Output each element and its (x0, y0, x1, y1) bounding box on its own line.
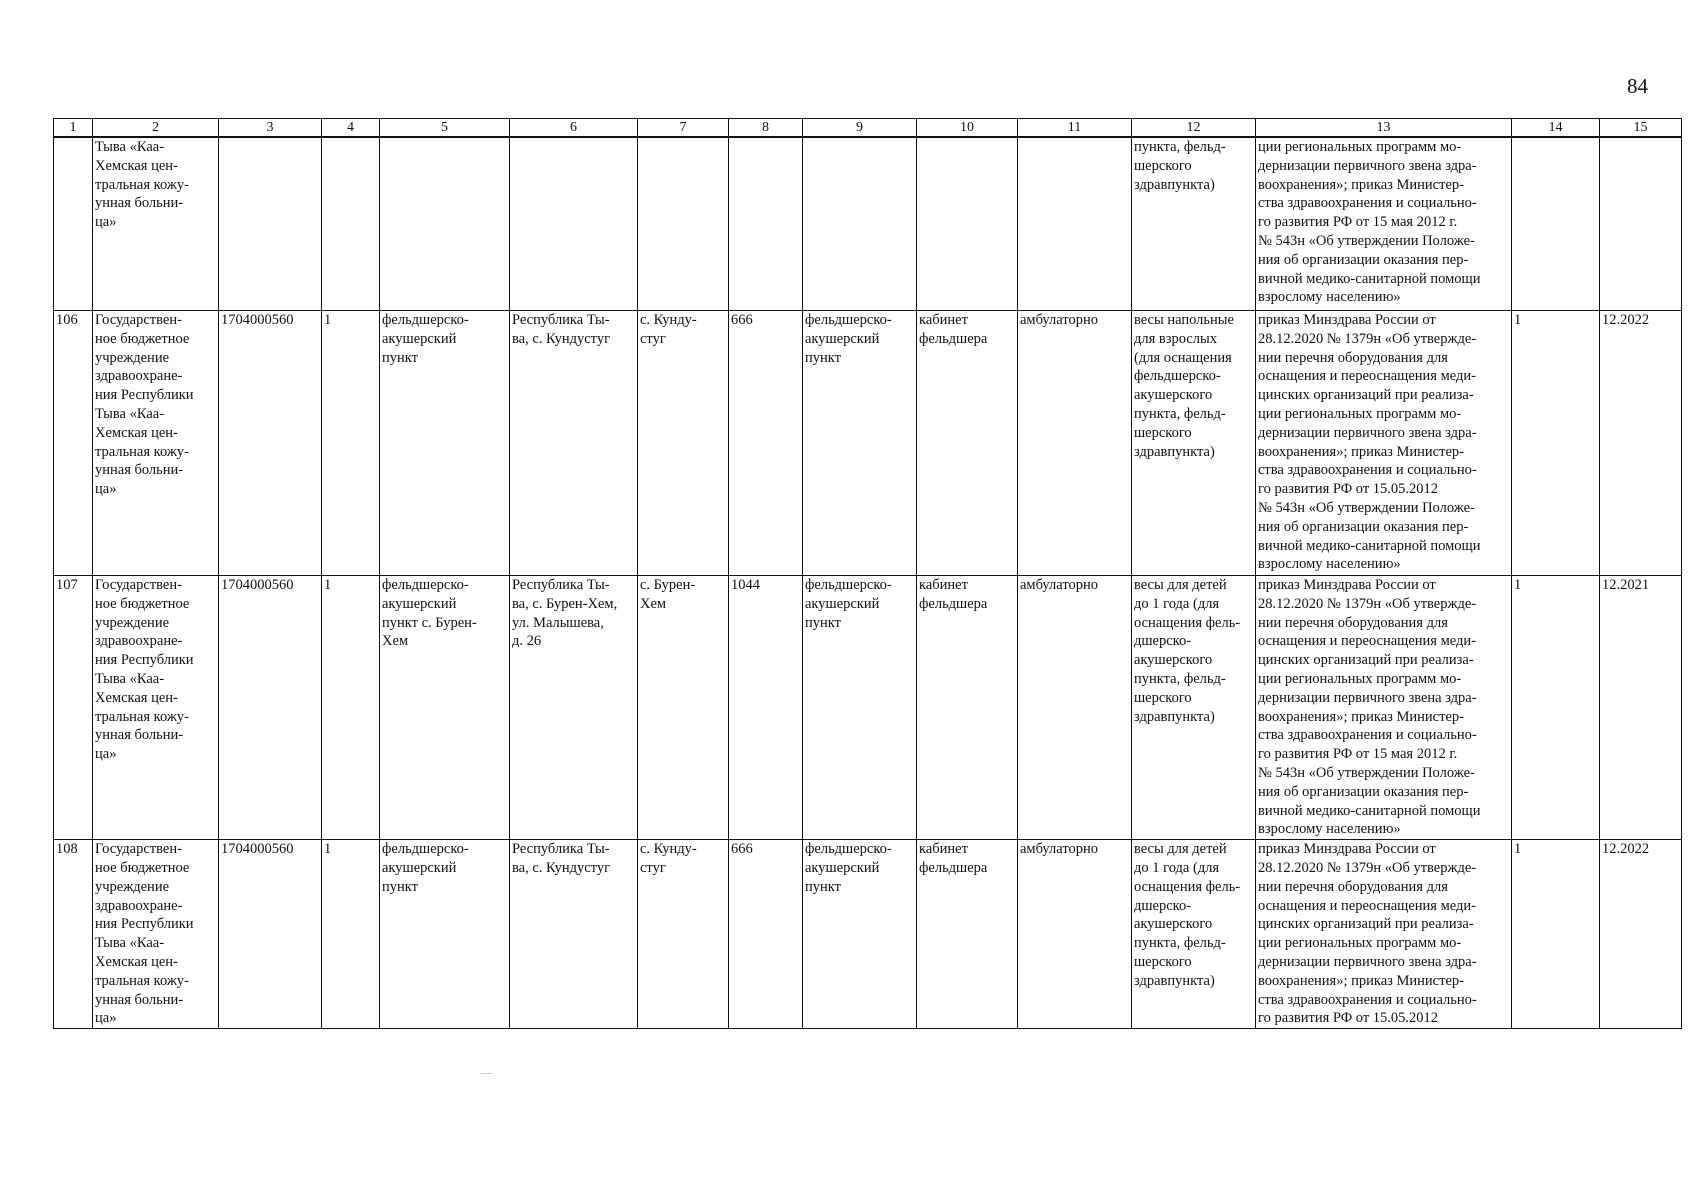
column-header: 11 (1018, 119, 1132, 138)
legal-basis-cell: ции региональных программ мо- дернизации первичного звена здра- воохранения»; приказ Министер- ства здравоохранения и социально- го развития РФ от 15 мая 2012 г. № 543н «Об утверждении Положе- ния об организации оказания пер- вичной медико-санитарной помощи взрослому населению» (1256, 137, 1512, 311)
column-header: 14 (1512, 119, 1600, 138)
cabinet-cell: кабинет фельдшера (917, 311, 1018, 576)
cabinet-cell: кабинет фельдшера (917, 840, 1018, 1029)
row-number-cell: 108 (54, 840, 93, 1029)
address-cell: Республика Ты- ва, с. Бурен-Хем, ул. Малышева, д. 26 (510, 576, 638, 840)
settlement-cell (638, 137, 729, 311)
unit-name-cell (380, 137, 510, 311)
subdivision-cell: фельдшерско- акушерский пункт (803, 311, 917, 576)
legal-basis-cell: приказ Минздрава России от 28.12.2020 № 1379н «Об утвержде- нии перечня оборудования для оснащения и переоснащения меди- цинских организаций при реализа- ции региональных программ мо- дернизации первичного звена здра- воохранения»; приказ Министер- ства здравоохранения и социально- го развития РФ от 15.05.2012 (1256, 840, 1512, 1029)
column-header: 9 (803, 119, 917, 138)
organization-cell: Государствен- ное бюджетное учреждение здравоохране- ния Республики Тыва «Каа- Хемская цен- тральная кожу- унная больни- ца» (93, 840, 219, 1029)
population-cell: 1044 (729, 576, 803, 840)
column-header: 6 (510, 119, 638, 138)
settlement-cell: с. Бурен- Хем (638, 576, 729, 840)
column-header: 7 (638, 119, 729, 138)
organization-cell: Тыва «Каа- Хемская цен- тральная кожу- унная больни- ца» (93, 137, 219, 311)
subdivision-cell (803, 137, 917, 311)
legal-basis-cell: приказ Минздрава России от 28.12.2020 № 1379н «Об утвержде- нии перечня оборудования для оснащения и переоснащения меди- цинских организаций при реализа- ции региональных программ мо- дернизации первичного звена здра- воохранения»; приказ Министер- ства здравоохранения и социально- го развития РФ от 15 мая 2012 г. № 543н «Об утверждении Положе- ния об организации оказания пер- вичной медико-санитарной помощи взрослому населению» (1256, 576, 1512, 840)
column-header: 2 (93, 119, 219, 138)
column-number-header-row (54, 119, 1682, 138)
date-cell: 12.2022 (1600, 311, 1682, 576)
column-header: 13 (1256, 119, 1512, 138)
row-number-cell: 106 (54, 311, 93, 576)
column-header: 12 (1132, 119, 1256, 138)
population-cell: 666 (729, 840, 803, 1029)
equipment-register-table (53, 118, 1682, 1029)
equipment-cell: весы для детей до 1 года (для оснащения фель- дшерско- акушерского пункта, фельд- шерского здравпункта) (1132, 840, 1256, 1029)
equipment-cell: пункта, фельд- шерского здравпункта) (1132, 137, 1256, 311)
table-row (54, 576, 1682, 840)
col4-cell: 1 (322, 576, 380, 840)
column-header: 15 (1600, 119, 1682, 138)
unit-name-cell: фельдшерско- акушерский пункт с. Бурен- Хем (380, 576, 510, 840)
page-number: 84 (1627, 74, 1648, 98)
address-cell: Республика Ты- ва, с. Кундустуг (510, 311, 638, 576)
legal-basis-cell: приказ Минздрава России от 28.12.2020 № 1379н «Об утвержде- нии перечня оборудования для оснащения и переоснащения меди- цинских организаций при реализа- ции региональных программ мо- дернизации первичного звена здра- воохранения»; приказ Министер- ства здравоохранения и социально- го развития РФ от 15.05.2012 № 543н «Об утверждении Положе- ния об организации оказания пер- вичной медико-санитарной помощи взрослому населению» (1256, 311, 1512, 576)
column-header: 8 (729, 119, 803, 138)
subdivision-cell: фельдшерско- акушерский пункт (803, 576, 917, 840)
care-form-cell: амбулаторно (1018, 311, 1132, 576)
scan-mark (480, 1073, 492, 1074)
equipment-cell: весы для детей до 1 года (для оснащения фель- дшерско- акушерского пункта, фельд- шерского здравпункта) (1132, 576, 1256, 840)
unit-name-cell: фельдшерско- акушерский пункт (380, 311, 510, 576)
inn-cell: 1704000560 (219, 576, 322, 840)
inn-cell (219, 137, 322, 311)
settlement-cell: с. Кунду- стуг (638, 311, 729, 576)
cabinet-cell (917, 137, 1018, 311)
col4-cell: 1 (322, 311, 380, 576)
address-cell (510, 137, 638, 311)
organization-cell: Государствен- ное бюджетное учреждение здравоохране- ния Республики Тыва «Каа- Хемская цен- тральная кожу- унная больни- ца» (93, 311, 219, 576)
care-form-cell: амбулаторно (1018, 576, 1132, 840)
inn-cell: 1704000560 (219, 840, 322, 1029)
column-header: 5 (380, 119, 510, 138)
address-cell: Республика Ты- ва, с. Кундустуг (510, 840, 638, 1029)
quantity-cell: 1 (1512, 576, 1600, 840)
column-header: 10 (917, 119, 1018, 138)
quantity-cell (1512, 137, 1600, 311)
date-cell: 12.2021 (1600, 576, 1682, 840)
population-cell: 666 (729, 311, 803, 576)
care-form-cell (1018, 137, 1132, 311)
row-number-cell (54, 137, 93, 311)
col4-cell: 1 (322, 840, 380, 1029)
cabinet-cell: кабинет фельдшера (917, 576, 1018, 840)
column-header: 4 (322, 119, 380, 138)
quantity-cell: 1 (1512, 311, 1600, 576)
care-form-cell: амбулаторно (1018, 840, 1132, 1029)
column-header: 1 (54, 119, 93, 138)
column-header: 3 (219, 119, 322, 138)
equipment-cell: весы напольные для взрослых (для оснащения фельдшерско- акушерского пункта, фельд- шерского здравпункта) (1132, 311, 1256, 576)
date-cell (1600, 137, 1682, 311)
table-row (54, 311, 1682, 576)
col4-cell (322, 137, 380, 311)
date-cell: 12.2022 (1600, 840, 1682, 1029)
unit-name-cell: фельдшерско- акушерский пункт (380, 840, 510, 1029)
row-number-cell: 107 (54, 576, 93, 840)
table-row (54, 840, 1682, 1029)
population-cell (729, 137, 803, 311)
settlement-cell: с. Кунду- стуг (638, 840, 729, 1029)
table-row-continuation (54, 137, 1682, 311)
organization-cell: Государствен- ное бюджетное учреждение здравоохране- ния Республики Тыва «Каа- Хемская цен- тральная кожу- унная больни- ца» (93, 576, 219, 840)
inn-cell: 1704000560 (219, 311, 322, 576)
quantity-cell: 1 (1512, 840, 1600, 1029)
subdivision-cell: фельдшерско- акушерский пункт (803, 840, 917, 1029)
